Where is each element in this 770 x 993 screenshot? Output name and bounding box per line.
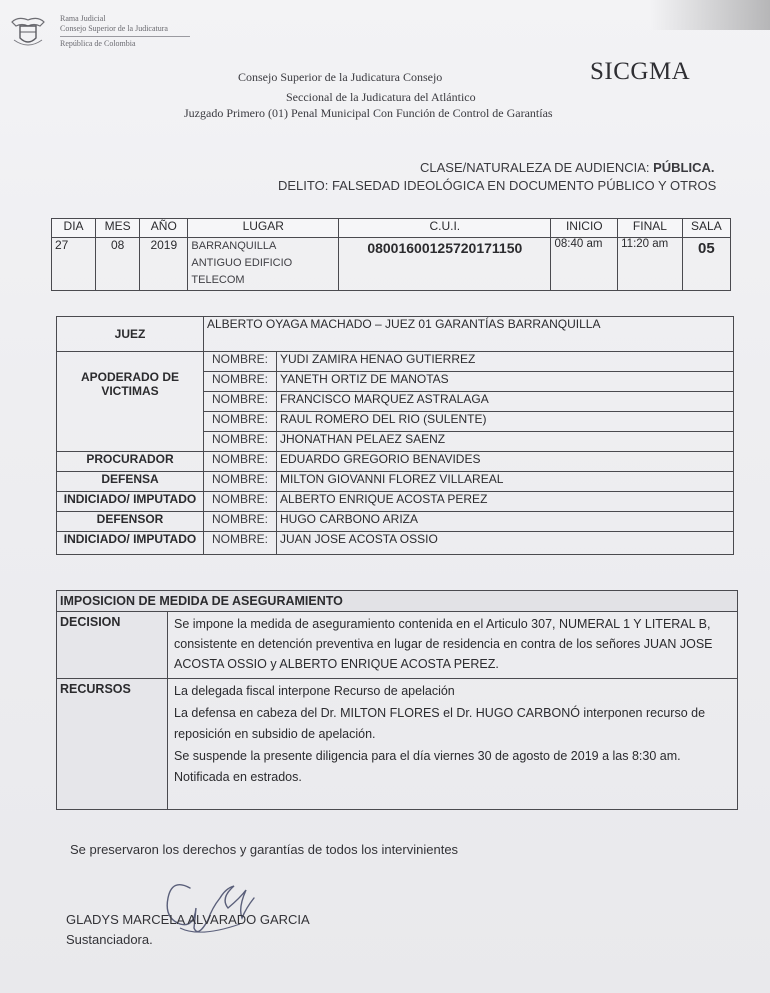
coat-of-arms-icon <box>8 14 48 50</box>
audiencia-data-row <box>52 238 731 291</box>
juez-label: JUEZ <box>57 317 204 352</box>
recursos-line: La delegada fiscal interpone Recurso de apelación <box>174 684 455 698</box>
header-line1: Consejo Superior de la Judicatura Consejo <box>238 70 443 84</box>
nombre-label: NOMBRE: <box>204 412 277 432</box>
mes-value: 08 <box>96 238 140 291</box>
nombre-label: NOMBRE: <box>204 532 277 555</box>
decision-line: Se impone la medida de aseguramiento contenida en el Articulo 307, NUMERAL 1 Y LITERAL B, <box>174 617 711 631</box>
lugar-value <box>188 238 339 291</box>
juez-row <box>57 317 734 352</box>
recursos-line: reposición en subsidio de apelación. <box>174 727 376 741</box>
nombre-label: NOMBRE: <box>204 352 277 372</box>
nombre-label: NOMBRE: <box>204 492 277 512</box>
col-dia: DIA <box>52 219 96 238</box>
decision-line: consistente en detención preventiva en lugar de residencia en contra de los señores JUAN JOSE <box>174 637 713 651</box>
indiciado-name: JUAN JOSE ACOSTA OSSIO <box>277 532 734 555</box>
decision-label: DECISION <box>57 612 168 679</box>
header-line2: Seccional de la Judicatura del Atlántico <box>286 90 476 104</box>
nombre-label: NOMBRE: <box>204 372 277 392</box>
recursos-line: Notificada en estrados. <box>174 770 302 784</box>
inicio-value: 08:40 am <box>551 238 618 291</box>
decision-row <box>57 612 738 679</box>
footer-note: Se preservaron los derechos y garantías de todos los intervinientes <box>70 842 459 857</box>
procurador-row <box>57 452 734 472</box>
delito-line: DELITO: FALSEDAD IDEOLÓGICA EN DOCUMENTO PÚBLICO Y OTROS <box>278 178 717 193</box>
partes-table <box>56 316 734 555</box>
indiciado-row <box>57 492 734 512</box>
defensor-label: DEFENSOR <box>57 512 204 532</box>
procurador-name: EDUARDO GREGORIO BENAVIDES <box>277 452 734 472</box>
recursos-text <box>168 679 738 810</box>
defensor-name: HUGO CARBONO ARIZA <box>277 512 734 532</box>
defensor-row <box>57 512 734 532</box>
signer-role: Sustanciadora. <box>66 932 153 947</box>
col-inicio: INICIO <box>551 219 618 238</box>
defensa-name: MILTON GIOVANNI FLOREZ VILLAREAL <box>277 472 734 492</box>
sala-value: 05 <box>682 238 730 291</box>
indiciado-row <box>57 532 734 555</box>
audiencia-table <box>51 218 731 291</box>
lugar-line2: ANTIGUO EDIFICIO <box>191 257 293 269</box>
recursos-line: Se suspende la presente diligencia para el día viernes 30 de agosto de 2019 a las 8:30 am. <box>174 748 681 763</box>
indiciado-name: ALBERTO ENRIQUE ACOSTA PEREZ <box>277 492 734 512</box>
indiciado-label: INDICIADO/ IMPUTADO <box>57 532 204 555</box>
handwritten-signature <box>150 868 270 948</box>
nombre-label: NOMBRE: <box>204 432 277 452</box>
letterhead-line1: Rama Judicial <box>60 14 106 23</box>
juez-value: ALBERTO OYAGA MACHADO – JUEZ 01 GARANTÍAS BARRANQUILLA <box>204 317 734 352</box>
defensa-label: DEFENSA <box>57 472 204 492</box>
nombre-label: NOMBRE: <box>204 452 277 472</box>
medida-title: IMPOSICION DE MEDIDA DE ASEGURAMIENTO <box>57 591 738 612</box>
system-title: SICGMA <box>590 58 691 85</box>
apoderado-name: JHONATHAN PELAEZ SAENZ <box>277 432 734 452</box>
lugar-line3: TELECOM <box>191 274 245 286</box>
apoderado-name: FRANCISCO MARQUEZ ASTRALAGA <box>277 392 734 412</box>
audiencia-header-row <box>52 219 731 238</box>
apoderado-label: APODERADO DE VICTIMAS <box>57 352 204 452</box>
nombre-label: NOMBRE: <box>204 512 277 532</box>
letterhead-line2: Consejo Superior de la Judicatura <box>60 24 168 33</box>
letterhead-rule <box>60 36 190 37</box>
decision-line: ACOSTA OSSIO y ALBERTO ENRIQUE ACOSTA PEREZ. <box>174 657 499 671</box>
col-lugar: LUGAR <box>188 219 339 238</box>
signer-name: GLADYS MARCELA ALVARADO GARCIA <box>66 912 310 927</box>
procurador-label: PROCURADOR <box>57 452 204 472</box>
apoderado-name: RAUL ROMERO DEL RIO (SULENTE) <box>277 412 734 432</box>
clase-prefix: CLASE/NATURALEZA DE AUDIENCIA: <box>420 160 654 175</box>
recursos-row <box>57 679 738 810</box>
final-value: 11:20 am <box>618 238 683 291</box>
nombre-label: NOMBRE: <box>204 392 277 412</box>
ano-value: 2019 <box>140 238 188 291</box>
defensa-row <box>57 472 734 492</box>
clase-value: PÚBLICA. <box>653 160 715 175</box>
header-line3: Juzgado Primero (01) Penal Municipal Con Función de Control de Garantías <box>184 106 553 120</box>
col-final: FINAL <box>618 219 683 238</box>
lugar-line1: BARRANQUILLA <box>191 240 277 252</box>
col-ano: AÑO <box>140 219 188 238</box>
medida-title-row <box>57 591 738 612</box>
apoderado-name: YUDI ZAMIRA HENAO GUTIERREZ <box>277 352 734 372</box>
dia-value: 27 <box>52 238 96 291</box>
col-mes: MES <box>96 219 140 238</box>
apoderado-name: YANETH ORTIZ DE MANOTAS <box>277 372 734 392</box>
apoderado-row <box>57 352 734 372</box>
indiciado-label: INDICIADO/ IMPUTADO <box>57 492 204 512</box>
nombre-label: NOMBRE: <box>204 472 277 492</box>
recursos-label: RECURSOS <box>57 679 168 810</box>
cui-value: 08001600125720171150 <box>339 238 551 291</box>
col-cui: C.U.I. <box>339 219 551 238</box>
medida-table <box>56 590 738 810</box>
clase-line <box>420 160 715 175</box>
letterhead-line3: República de Colombia <box>60 39 136 48</box>
recursos-line: La defensa en cabeza del Dr. MILTON FLORES el Dr. HUGO CARBONÓ interponen recurso de <box>174 705 706 720</box>
page-shadow <box>650 0 770 30</box>
letterhead <box>60 14 190 49</box>
decision-text <box>168 612 738 679</box>
col-sala: SALA <box>682 219 730 238</box>
